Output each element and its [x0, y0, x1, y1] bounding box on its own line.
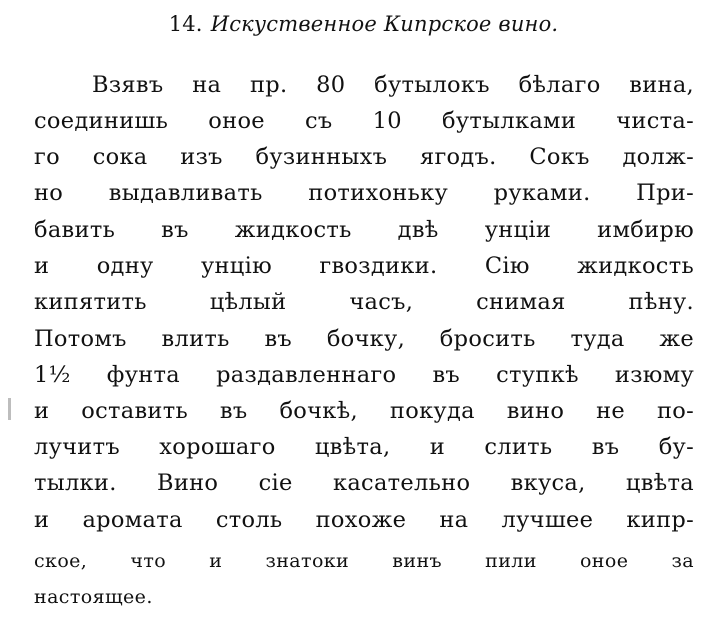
paragraph-line: Потомъ влить въ бочку, бросить туда же	[34, 326, 694, 352]
paragraph-line: Взявъ на пр. 80 бутылокъ бѣлаго вина,	[92, 72, 694, 98]
paragraph-line: 1½ фунта раздавленнаго въ ступкѣ изюму	[34, 362, 694, 388]
paragraph-line: соединишь оное съ 10 бутылками чиста-	[34, 108, 694, 134]
section-title: Искуственное Кипрское вино.	[210, 12, 559, 36]
paragraph-line: ское, что и знатоки винъ пили оное за	[34, 550, 694, 572]
section-number: 14.	[168, 12, 203, 36]
paragraph-line: бавить въ жидкость двѣ унціи имбирю	[34, 217, 694, 243]
paragraph-line: кипятить цѣлый часъ, снимая пѣну.	[34, 289, 694, 315]
paragraph-line: лучитъ хорошаго цвѣта, и слить въ бу-	[34, 434, 694, 460]
paragraph-line: настоящее.	[34, 586, 153, 608]
paragraph-line: и оставить въ бочкѣ, покуда вино не по-	[34, 398, 694, 424]
section-heading	[0, 12, 727, 36]
paragraph-line: го сока изъ бузинныхъ ягодъ. Сокъ долж-	[34, 144, 694, 170]
print-mark	[8, 398, 11, 420]
paragraph-line: и аромата столь похоже на лучшее кипр-	[34, 507, 694, 533]
paragraph-line: и одну унцію гвоздики. Сію жидкость	[34, 253, 694, 279]
paragraph-line: тылки. Вино сіе касательно вкуса, цвѣта	[34, 470, 694, 496]
paragraph-line: но выдавливать потихоньку руками. При-	[34, 180, 694, 206]
